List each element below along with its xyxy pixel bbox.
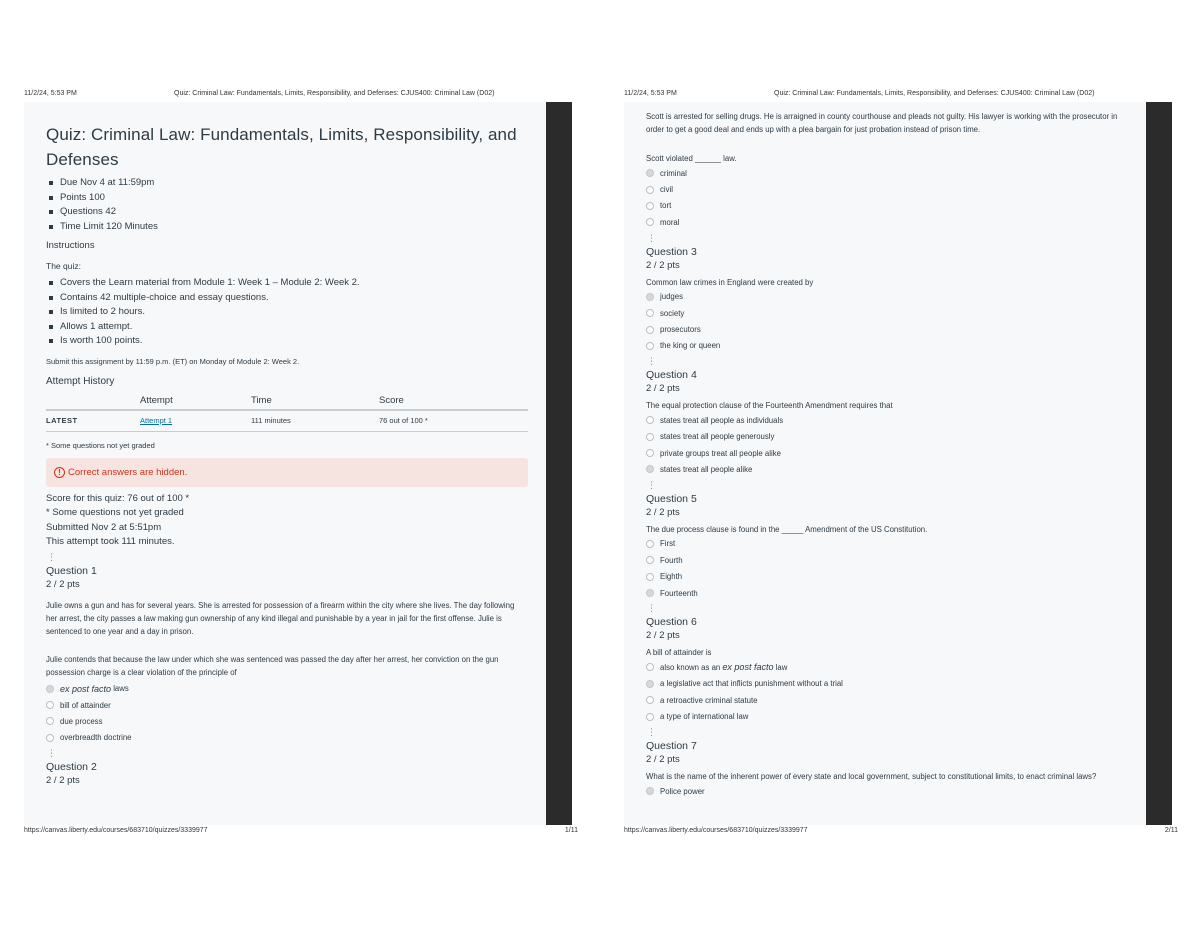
drag-handle-icon: ⋮ (647, 479, 656, 490)
question-prompt: Julie contends that because the law under which she was sentenced was passed the day after her arrest, her conviction on the gun possession charge is a clear violation of the principle of (46, 654, 499, 677)
answer-option[interactable]: Police power (646, 783, 1124, 799)
scrollbar[interactable] (1146, 102, 1172, 825)
column-header: Time (251, 391, 379, 410)
list-item: Covers the Learn material from Module 1: Week 1 – Module 2: Week 2. (46, 276, 524, 291)
answer-option[interactable]: the king or queen (646, 338, 1124, 354)
print-title: Quiz: Criminal Law: Fundamentals, Limits, Responsibility, and Defenses: CJUS400: Criminal Law (D02) (774, 90, 1095, 97)
radio-selected-icon (646, 680, 654, 688)
attempt-history-heading: Attempt History (46, 375, 115, 387)
radio-icon (646, 573, 654, 581)
radio-icon (646, 663, 654, 671)
answer-option[interactable]: bill of attainder (46, 697, 524, 713)
question-points: 2 / 2 pts (646, 259, 680, 271)
drag-handle-icon: ⋮ (47, 551, 56, 562)
list-item: Allows 1 attempt. (46, 320, 524, 335)
answer-option[interactable]: a legislative act that inflicts punishment without a trial (646, 676, 1124, 692)
radio-icon (46, 701, 54, 709)
score-line: Score for this quiz: 76 out of 100 * (46, 492, 190, 504)
alert-text: Correct answers are hidden. (68, 466, 188, 478)
quiz-content (624, 102, 1146, 825)
question-text: A bill of attainder is (646, 648, 712, 658)
radio-icon (646, 342, 654, 350)
question-heading: Question 2 (46, 761, 97, 774)
answer-option[interactable]: private groups treat all people alike (646, 445, 1124, 461)
question-heading: Question 3 (646, 245, 697, 258)
latest-label: LATEST (46, 410, 140, 432)
question-points: 2 / 2 pts (46, 775, 80, 787)
page-footer (24, 827, 576, 839)
answer-option[interactable]: moral (646, 214, 1124, 230)
question-heading: Question 7 (646, 739, 697, 752)
answer-options (46, 681, 524, 747)
quiz-content (24, 102, 546, 825)
answer-option[interactable]: criminal (646, 165, 1124, 181)
answer-option[interactable]: judges (646, 289, 1124, 305)
pdf-page-2 (600, 0, 1200, 927)
drag-handle-icon: ⋮ (647, 356, 656, 367)
radio-icon (646, 218, 654, 226)
answer-option[interactable]: Fourth (646, 552, 1124, 568)
radio-selected-icon (646, 589, 654, 597)
question-text: The equal protection clause of the Fourteenth Amendment requires that (646, 401, 893, 411)
question-points: 2 / 2 pts (646, 753, 680, 765)
question-text: The due process clause is found in the _____ Amendment of the US Constitution. (646, 524, 928, 534)
column-header: Score (379, 391, 528, 410)
radio-icon (646, 186, 654, 194)
answer-option[interactable]: states treat all people as individuals (646, 412, 1124, 428)
browser-viewport (24, 102, 572, 825)
radio-icon (646, 713, 654, 721)
question-heading: Question 4 (646, 369, 697, 382)
answer-options (646, 659, 1124, 725)
radio-icon (646, 696, 654, 704)
attempt-link[interactable]: Attempt 1 (140, 415, 173, 425)
answer-option[interactable]: First (646, 536, 1124, 552)
question-text: What is the name of the inherent power of every state and local government, subject to constitutional limits, to enact criminal laws? (646, 771, 1097, 781)
question-text: Common law crimes in England were created by (646, 277, 814, 287)
quiz-meta-list (46, 176, 524, 234)
points: Points 100 (46, 191, 524, 206)
radio-selected-icon (646, 293, 654, 301)
print-title: Quiz: Criminal Law: Fundamentals, Limits, Responsibility, and Defenses: CJUS400: Criminal Law (D02) (174, 90, 495, 97)
answer-options (646, 536, 1124, 602)
question-points: 2 / 2 pts (646, 630, 680, 642)
submitted-line: Submitted Nov 2 at 5:51pm (46, 521, 162, 533)
scrollbar[interactable] (546, 102, 572, 825)
page-number: 1/11 (564, 827, 578, 834)
question-points: 2 / 2 pts (646, 383, 680, 395)
radio-icon (646, 449, 654, 457)
questions-count: Questions 42 (46, 205, 524, 220)
the-quiz-label: The quiz: (46, 261, 81, 271)
radio-icon (46, 734, 54, 742)
answer-option[interactable]: also known as an ex post facto law (646, 659, 1124, 675)
radio-icon (646, 202, 654, 210)
drag-handle-icon: ⋮ (647, 232, 656, 243)
due-date: Due Nov 4 at 11:59pm (46, 176, 524, 191)
radio-icon (646, 326, 654, 334)
instructions-list (46, 276, 524, 349)
answer-option[interactable]: prosecutors (646, 321, 1124, 337)
question-prompt: Scott violated ______ law. (646, 154, 737, 163)
answer-option[interactable]: a type of international law (646, 708, 1124, 724)
attempt-score: 76 out of 100 * (379, 410, 528, 432)
answer-option[interactable]: Fourteenth (646, 585, 1124, 601)
question-points: 2 / 2 pts (46, 578, 80, 590)
column-header (46, 391, 140, 410)
attempt-history-table (46, 391, 528, 432)
print-url: https://canvas.liberty.edu/courses/683710/quizzes/3339977 (624, 827, 808, 834)
answer-option[interactable]: Eighth (646, 568, 1124, 584)
radio-icon (46, 717, 54, 725)
answer-option[interactable]: tort (646, 198, 1124, 214)
attempt-time: 111 minutes (251, 410, 379, 432)
list-item: Is worth 100 points. (46, 334, 524, 349)
answer-options (646, 783, 1124, 799)
time-limit: Time Limit 120 Minutes (46, 220, 524, 235)
answer-option[interactable]: a retroactive criminal statute (646, 692, 1124, 708)
answer-option[interactable]: civil (646, 181, 1124, 197)
column-header: Attempt (140, 391, 251, 410)
quiz-title: Quiz: Criminal Law: Fundamentals, Limits, Responsibility, and Defenses (46, 125, 517, 169)
radio-icon (646, 416, 654, 424)
answer-options (646, 165, 1124, 231)
submit-note: Submit this assignment by 11:59 p.m. (ET) on Monday of Module 2: Week 2. (46, 356, 300, 366)
print-url: https://canvas.liberty.edu/courses/683710/quizzes/3339977 (24, 827, 208, 834)
drag-handle-icon: ⋮ (647, 603, 656, 614)
radio-selected-icon (46, 685, 54, 693)
question-heading: Question 1 (46, 564, 97, 577)
not-graded-note: * Some questions not yet graded (46, 440, 155, 450)
answer-option[interactable]: states treat all people alike (646, 461, 1124, 477)
list-item: Is limited to 2 hours. (46, 305, 524, 320)
page-header (624, 90, 1176, 102)
radio-icon (646, 309, 654, 317)
answer-options (646, 289, 1124, 355)
not-graded-line: * Some questions not yet graded (46, 507, 184, 518)
radio-icon (646, 540, 654, 548)
radio-icon (646, 556, 654, 564)
instructions-label: Instructions (46, 240, 95, 251)
radio-selected-icon (646, 465, 654, 473)
browser-viewport (624, 102, 1172, 825)
answer-option[interactable]: due process (46, 713, 524, 729)
page-footer (624, 827, 1176, 839)
answer-option[interactable]: society (646, 305, 1124, 321)
radio-selected-icon (646, 787, 654, 795)
score-summary (46, 492, 524, 550)
drag-handle-icon: ⋮ (47, 748, 56, 759)
answers-hidden-alert (46, 458, 528, 487)
radio-icon (646, 433, 654, 441)
question-points: 2 / 2 pts (646, 506, 680, 518)
answer-option[interactable]: ex post facto laws (46, 681, 524, 697)
warning-icon: ! (54, 467, 65, 478)
question-text: Scott is arrested for selling drugs. He is arraigned in county courthouse and pleads not guilty. His lawyer is working with the prosecutor in order to get a good deal and ends up with a plea bargain for just probation instead of prison time. (646, 112, 1118, 134)
question-heading: Question 5 (646, 492, 697, 505)
table-row (46, 410, 528, 432)
answer-option[interactable]: states treat all people generously (646, 429, 1124, 445)
duration-line: This attempt took 111 minutes. (46, 536, 175, 547)
page-number: 2/11 (1164, 827, 1178, 834)
drag-handle-icon: ⋮ (647, 726, 656, 737)
radio-selected-icon (646, 169, 654, 177)
page-header (24, 90, 576, 102)
answer-options (646, 412, 1124, 478)
list-item: Contains 42 multiple-choice and essay questions. (46, 291, 524, 306)
question-heading: Question 6 (646, 616, 697, 629)
answer-option[interactable]: overbreadth doctrine (46, 730, 524, 746)
print-date: 11/2/24, 5:53 PM (624, 90, 677, 97)
print-date: 11/2/24, 5:53 PM (24, 90, 77, 97)
question-text: Julie owns a gun and has for several years. She is arrested for possession of a firearm within the city where she lives. The day following her arrest, the city passes a law making gun ownership of any kind illegal and punishable by a year in jail for the first offense. Julie is sentenced to one year and a day in prison. (46, 600, 515, 636)
